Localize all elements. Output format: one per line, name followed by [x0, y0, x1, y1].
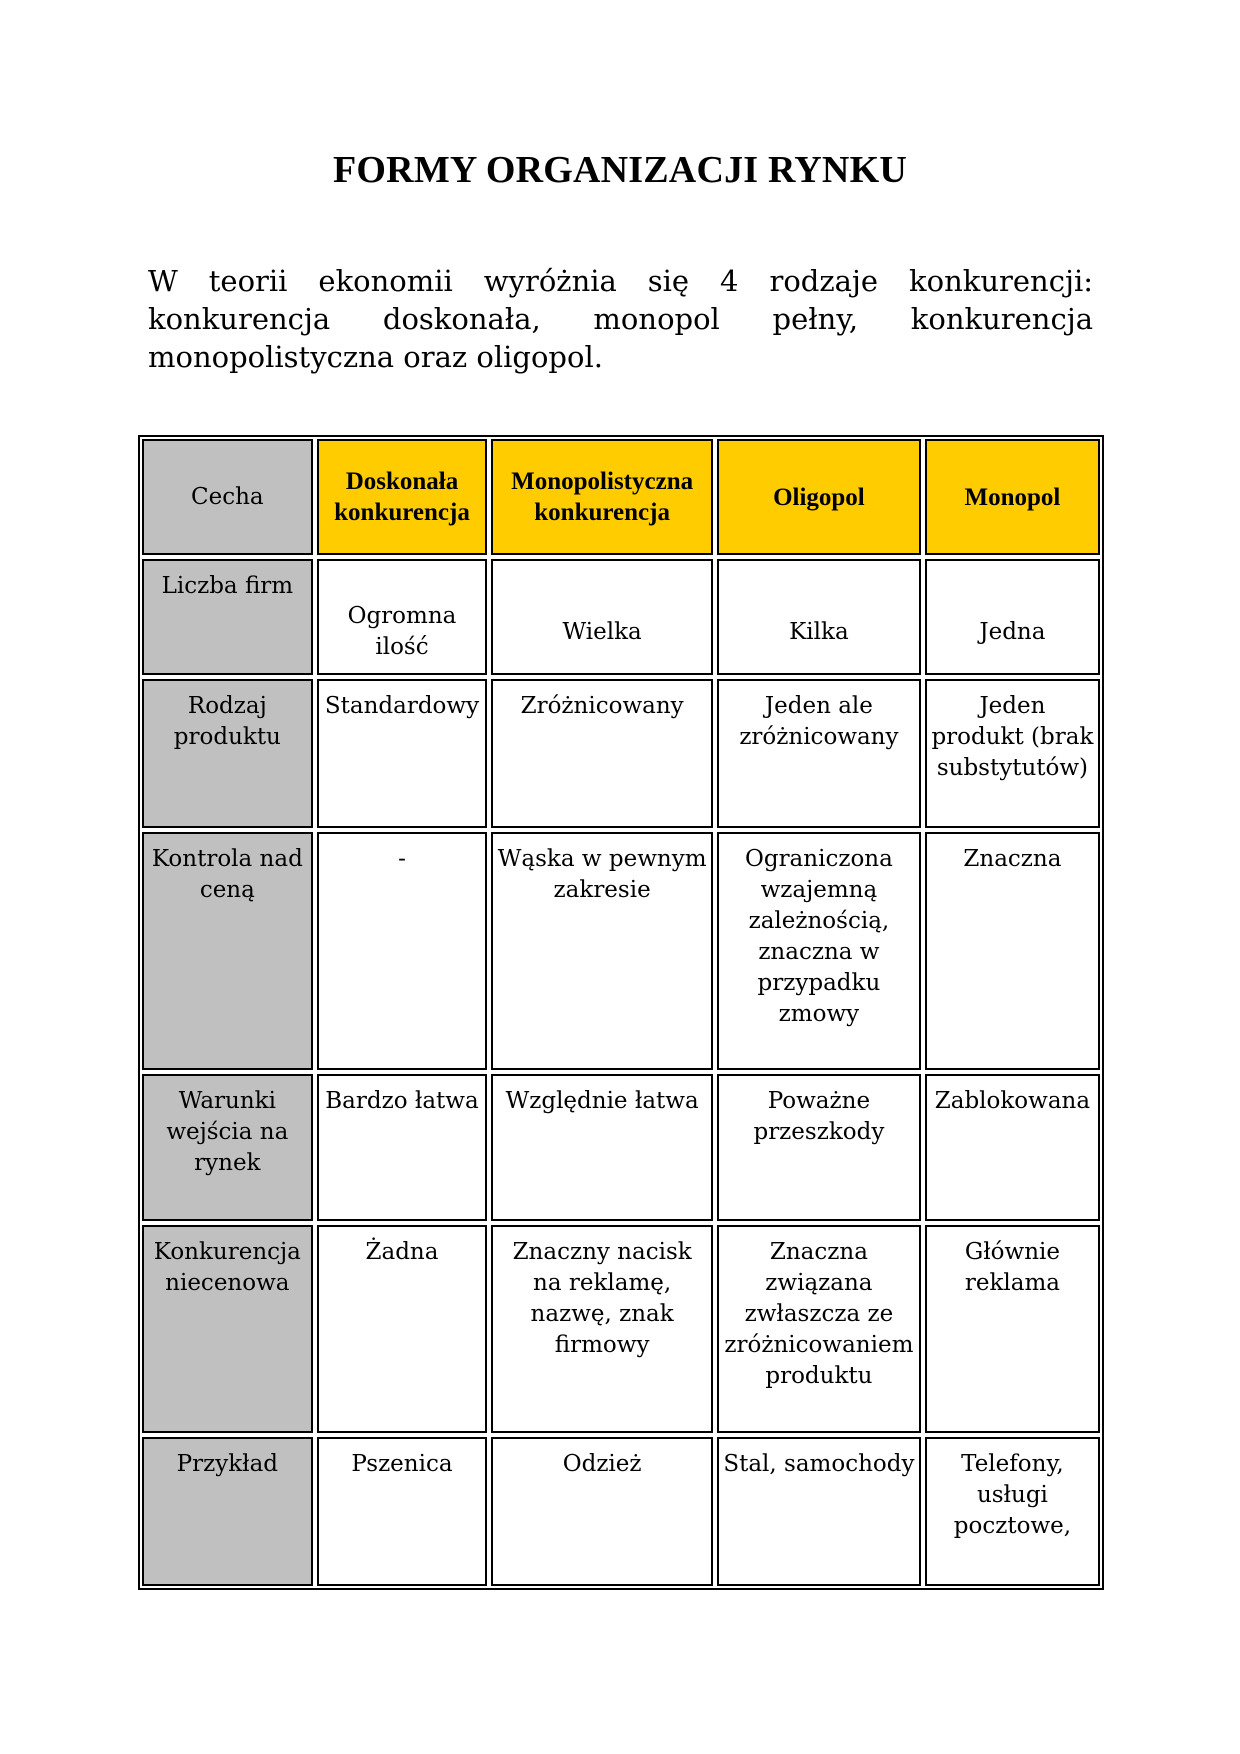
table-row	[142, 1437, 1100, 1586]
table-cell: Jedna	[925, 559, 1100, 675]
table-cell: Znaczny nacisk na reklamę, nazwę, znak firmowy	[491, 1225, 713, 1433]
table-cell: Kilka	[717, 559, 921, 675]
table-row	[142, 832, 1100, 1071]
intro-paragraph: W teorii ekonomii wyróżnia się 4 rodzaje konkurencji: konkurencja doskonała, monopol pełny, konkurencja monopolistyczna oraz oligopol.	[148, 264, 1093, 374]
table-cell: Jeden ale zróżnicowany	[717, 679, 921, 828]
table-row	[142, 679, 1100, 828]
table-cell: Ogromna ilość	[317, 559, 488, 675]
table-cell: Wielka	[491, 559, 713, 675]
header-perfect-competition: Doskonała konkurencja	[317, 439, 488, 555]
table-cell: Znaczna związana zwłaszcza ze zróżnicowaniem produktu	[717, 1225, 921, 1433]
table-cell: Zablokowana	[925, 1074, 1100, 1221]
header-oligopoly: Oligopol	[717, 439, 921, 555]
row-feature-cell: Przykład	[142, 1437, 313, 1586]
header-corner-cell: Cecha	[142, 439, 313, 555]
header-monopolistic-competition: Monopolistyczna konkurencja	[491, 439, 713, 555]
table-cell: Względnie łatwa	[491, 1074, 713, 1221]
table-cell: Bardzo łatwa	[317, 1074, 488, 1221]
table-row	[142, 1074, 1100, 1221]
table-cell: Pszenica	[317, 1437, 488, 1586]
table-cell: Żadna	[317, 1225, 488, 1433]
table-cell: Głównie reklama	[925, 1225, 1100, 1433]
table-cell: Ograniczona wzajemną zależnością, znaczna w przypadku zmowy	[717, 832, 921, 1071]
page-title: FORMY ORGANIZACJI RYNKU	[333, 149, 907, 191]
row-feature-cell: Rodzaj produktu	[142, 679, 313, 828]
table-row	[142, 559, 1100, 675]
table-cell: Stal, samochody	[717, 1437, 921, 1586]
table-cell: Znaczna	[925, 832, 1100, 1071]
table-header-row	[142, 439, 1100, 555]
header-monopoly: Monopol	[925, 439, 1100, 555]
table-cell: Telefony, usługi pocztowe,	[925, 1437, 1100, 1586]
row-feature-cell: Kontrola nad ceną	[142, 832, 313, 1071]
table-cell: Odzież	[491, 1437, 713, 1586]
row-feature-cell: Liczba firm	[142, 559, 313, 675]
comparison-table-frame	[138, 435, 1104, 1590]
table-cell: Zróżnicowany	[491, 679, 713, 828]
table-cell: Poważne przeszkody	[717, 1074, 921, 1221]
row-feature-cell: Konkurencja niecenowa	[142, 1225, 313, 1433]
table-cell: Jeden produkt (brak substytutów)	[925, 679, 1100, 828]
market-forms-table	[138, 435, 1104, 1590]
table-cell: Wąska w pewnym zakresie	[491, 832, 713, 1071]
table-cell: -	[317, 832, 488, 1071]
table-cell: Standardowy	[317, 679, 488, 828]
table-row	[142, 1225, 1100, 1433]
row-feature-cell: Warunki wejścia na rynek	[142, 1074, 313, 1221]
